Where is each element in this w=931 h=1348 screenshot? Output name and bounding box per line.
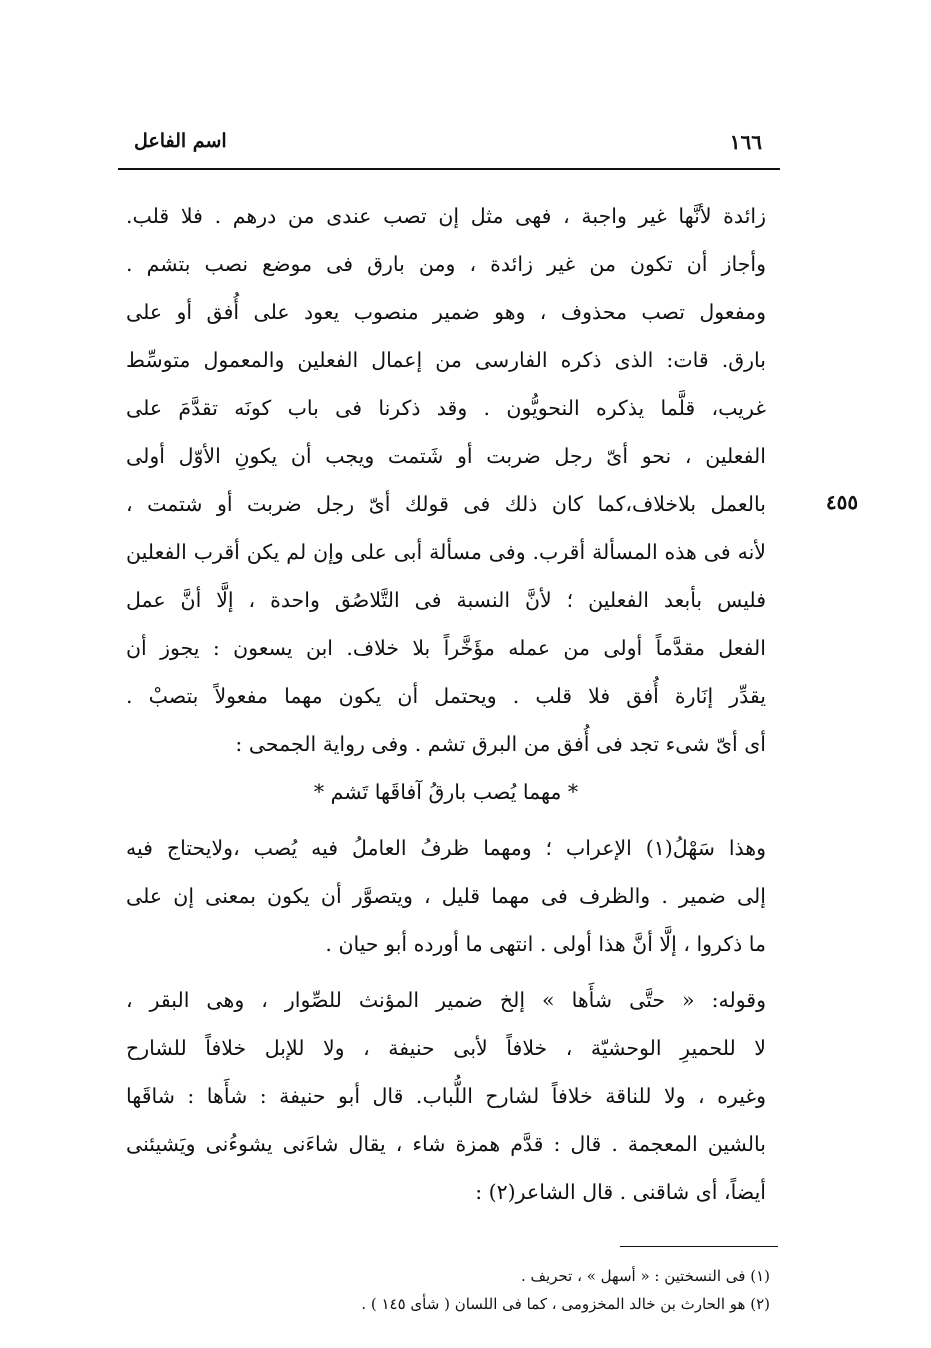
footnote-rule — [620, 1246, 778, 1247]
text-line: لا للحميرِ الوحشيّة ، خلافاً لأبى حنيفة ، ولا للإبل خلافاً للشارح — [126, 1036, 766, 1060]
text-line: فليس بأبعد الفعلين ؛ لأنَّ النسبة فى التَّلاصُق واحدة ، إلَّا أنَّ عمل — [126, 588, 766, 612]
poetry-verse: * مهما يُصب بارقُ آفاقَها تَشم * — [313, 780, 579, 804]
text-line: بالشين المعجمة . قال : قدَّم همزة شاء ، يقال شاءَنى يشوءُنى ويَشيئنى — [126, 1132, 766, 1156]
footnotes — [126, 1262, 770, 1318]
text-line: أيضاً، أى شاقنى . قال الشاعر(٢) : — [475, 1180, 766, 1204]
text-line: وهذا سَهْلُ(١) الإعراب ؛ ومهما ظرفُ العاملُ فيه يُصب ،ولايحتاج فيه — [126, 836, 766, 860]
text-line: ومفعول تصب محذوف ، وهو ضمير منصوب يعود على أُفق أو على — [126, 300, 766, 324]
main-text — [126, 192, 766, 1216]
text-line: أى أىّ شىء تجد فى أُفق من البرق تشم . وفى رواية الجمحى : — [235, 732, 766, 756]
text-line: الفعل مقدَّماً أولى من عمله مؤَخَّراً بلا خلاف. ابن يسعون : يجوز أن — [126, 636, 766, 660]
text-line: بالعمل بلاخلاف،كما كان ذلك فى قولك أىّ رجل ضربت أو شتمت ، — [126, 492, 766, 516]
footnote: (١) فى النسختين : « أسهل » ، تحريف . — [520, 1267, 770, 1285]
text-line: الفعلين ، نحو أىّ رجل ضربت أو شَتمت ويجب أن يكونِ الأوّل أولى — [126, 444, 766, 468]
running-title: اسم الفاعل — [134, 130, 227, 152]
paragraph-gap — [126, 816, 766, 824]
text-line: وغيره ، ولا للناقة خلافاً لشارح اللُّباب. قال أبو حنيفة : شأَها : شاقَها — [126, 1084, 766, 1108]
text-line: وقوله: « حتَّى شأَها » إلخ ضمير المؤنث للصِّوار ، وهى البقر ، — [126, 988, 766, 1012]
text-line: وأجاز أن تكون من غير زائدة ، ومن بارق فى موضع نصب بتشم . — [126, 252, 766, 276]
header-rule — [118, 168, 780, 170]
paragraph-gap — [126, 968, 766, 976]
margin-reference-number: ٤٥٥ — [825, 490, 859, 514]
page-number: ١٦٦ — [729, 130, 762, 154]
text-line: غريب، قلَّما يذكره النحويُّون . وقد ذكرنا فى باب كونَه تقدَّمَ على — [126, 396, 766, 420]
text-line: ما ذكروا ، إلَّا أنَّ هذا أولى . انتهى ما أورده أبو حيان . — [325, 932, 766, 956]
page-header — [118, 128, 780, 164]
text-line: يقدِّر إنَارة أُفق فلا قلب . ويحتمل أن يكون مهما مفعولاً بتصبْ . — [126, 684, 766, 708]
text-line: إلى ضمير . والظرف فى مهما قليل ، ويتصوَّر أن يكون بمعنى إن على — [126, 884, 766, 908]
text-line: زائدة لأنَّها غير واجبة ، فهى مثل إن تصب عندى من درهم . فلا قلب. — [126, 204, 766, 228]
text-line: لأنه فى هذه المسألة أقرب. وفى مسألة أبى على وإن لم يكن أقرب الفعلين — [126, 540, 766, 564]
text-line: بارق. قات: الذى ذكره الفارسى من إعمال الفعلين والمعمول متوسِّط — [126, 348, 766, 372]
footnote: (٢) هو الحارث بن خالد المخزومى ، كما فى اللسان ( شأى ١٤٥ ) . — [361, 1295, 770, 1313]
